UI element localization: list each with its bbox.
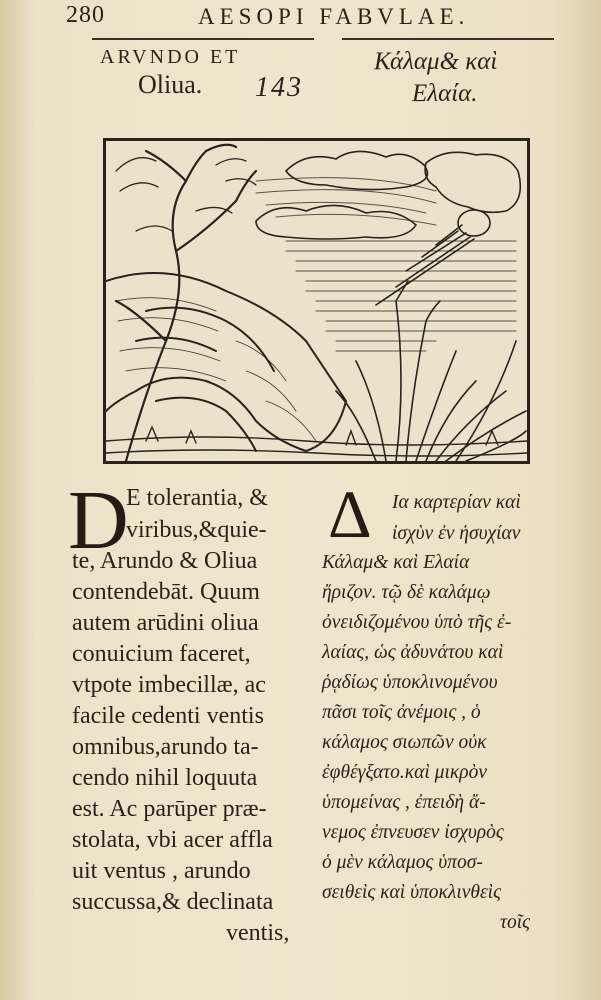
greek-line: πᾶσι τοῖς ἀνέμοις , ὁ [322, 702, 481, 723]
latin-line: vtpote imbecillæ, ac [72, 672, 266, 698]
latin-line: succussa,& declinata [72, 889, 274, 915]
running-header [0, 2, 601, 32]
fable-latin-title-line2: Oliua. [138, 70, 203, 99]
latin-line: conuicium faceret, [72, 641, 251, 667]
greek-drop-cap: Δ [328, 476, 372, 552]
greek-line: ὁ μὲν κάλαμος ὑποσ- [322, 852, 483, 873]
latin-line: viribus,&quie- [126, 517, 267, 543]
fable-greek-title-line2: Ελαία. [412, 80, 478, 107]
greek-line: τοῖς [500, 912, 531, 933]
latin-line: E tolerantia, & [126, 485, 268, 511]
latin-line: te, Arundo & Oliua [72, 548, 258, 574]
latin-line: ventis, [226, 920, 290, 946]
latin-line: autem arūdini oliua [72, 610, 259, 636]
greek-line: Ια καρτερίαν καὶ [392, 492, 521, 513]
greek-line: λαίας, ὡς ἀδυνάτου καὶ [322, 642, 504, 663]
greek-line: ἤριζον. τῷ δὲ καλάμῳ [322, 582, 491, 603]
latin-line: omnibus,arundo ta- [72, 734, 259, 760]
latin-line: uit ventus , arundo [72, 858, 251, 884]
greek-line: ἰσχὺν ἐν ἡσυχίαν [392, 523, 521, 544]
title-rule-right [342, 38, 554, 40]
fable-greek-title-line1: Κάλαμ& καὶ [374, 48, 498, 75]
latin-line: stolata, vbi acer affla [72, 827, 273, 853]
greek-line: ῥᾳδίως ὑποκλινομένου [322, 672, 498, 693]
greek-line: κάλαμος σιωπῶν οὐκ [322, 732, 487, 753]
greek-line: νεμος ἐπνευσεν ἰσχυρὸς [322, 822, 504, 843]
greek-line: ὑπομείνας , ἐπειδὴ ἄ- [322, 792, 486, 813]
fable-latin-title-line1: ARVNDO ET [100, 46, 241, 68]
title-rule-left [92, 38, 314, 40]
latin-line: est. Ac parūper præ- [72, 796, 267, 822]
woodcut-reed-and-olive-scene [106, 141, 527, 461]
fable-number: 143 [255, 72, 303, 103]
running-title: AESOPI FABVLAE. [198, 4, 470, 29]
greek-line: ἐφθέγξατο.καὶ μικρὸν [322, 762, 488, 783]
latin-drop-cap: D [68, 474, 129, 567]
greek-line: Κάλαμ& καὶ Ελαία [322, 552, 470, 573]
latin-line: facile cedenti ventis [72, 703, 264, 729]
greek-line: σειθεὶς καὶ ὑποκλινθεὶς [322, 882, 502, 903]
greek-line: ὀνειδιζομένου ὑπὸ τῆς ἐ- [322, 612, 512, 633]
latin-line: contendebāt. Quum [72, 579, 260, 605]
page-number: 280 [66, 2, 105, 28]
woodcut-illustration [103, 138, 530, 464]
latin-line: cendo nihil loquuta [72, 765, 258, 791]
